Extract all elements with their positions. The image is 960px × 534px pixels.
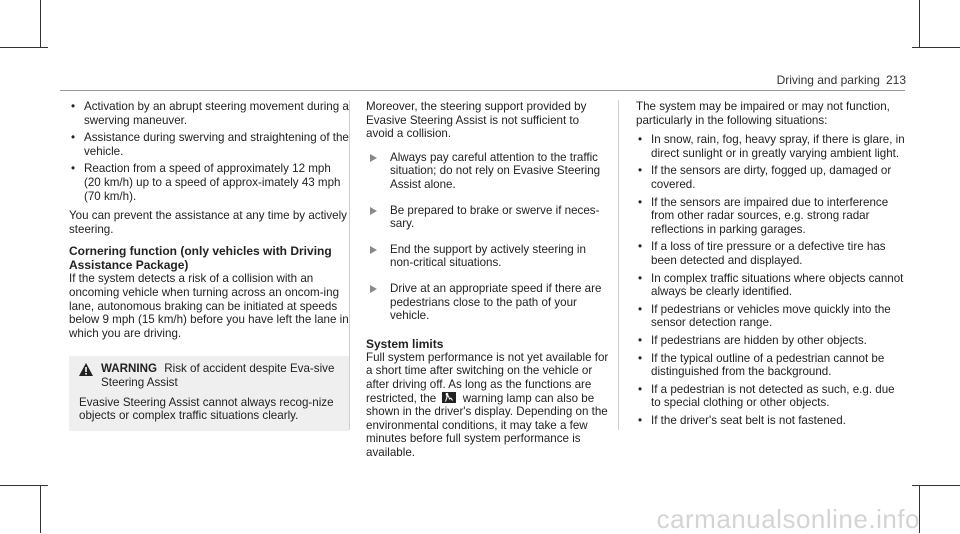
action-item	[366, 151, 610, 192]
list-item: • If the driver's seat belt is not fastened.	[636, 414, 906, 428]
warning-box	[69, 356, 349, 430]
action-text: Always pay careful attention to the traffic situation; do not rely on Evasive Steering Assist alone.	[390, 150, 601, 191]
list-item: • If pedestrians are hidden by other objects.	[636, 334, 906, 348]
page-header	[777, 74, 906, 88]
watermark: carmanualsonline.info	[656, 504, 920, 534]
section-title: Driving and parking	[776, 73, 880, 87]
paragraph-text: Full system performance is not yet available for a short time after switching on the vehicle or after driving off. As long as the functions are restricted, the	[366, 350, 609, 405]
action-arrow-icon	[370, 154, 377, 162]
warning-triangle-icon	[79, 363, 93, 376]
action-text: End the support by actively steering in non-critical situations.	[390, 242, 586, 270]
header-rule	[60, 90, 905, 91]
list-item: • In complex traffic situations where objects cannot always be clearly identified.	[636, 272, 906, 299]
column-left	[69, 100, 349, 431]
action-arrow-icon	[370, 246, 377, 254]
crop-mark	[40, 485, 41, 533]
bullet-list	[636, 133, 906, 427]
paragraph	[366, 351, 610, 460]
crop-mark	[919, 0, 920, 48]
paragraph: Moreover, the steering support provided by Evasive Steering Assist is not sufficient to avoid a collision.	[366, 100, 587, 141]
list-item: • If the typical outline of a pedestrian cannot be distinguished from the background.	[636, 352, 906, 379]
warning-label: WARNING	[101, 362, 158, 376]
list-item: • If a loss of tire pressure or a defective tire has been detected and displayed.	[636, 240, 906, 267]
column-middle	[366, 100, 610, 465]
section-heading: Cornering function (only vehicles with Driving Assistance Package)	[69, 244, 332, 273]
list-item: • In snow, rain, fog, heavy spray, if there is glare, in direct sunlight or in greatly varying ambient light.	[636, 133, 906, 160]
warning-body: Evasive Steering Assist cannot always recog-nize objects or complex traffic situations clearly.	[79, 395, 334, 423]
action-arrow-icon	[370, 207, 377, 215]
list-item: • If a pedestrian is not detected as such, e.g. due to special clothing or other objects.	[636, 383, 906, 410]
paragraph: If the system detects a risk of a collision with an oncoming vehicle when turning across an oncom-ing lane, autonomous braking can be initiated at speeds below 9 mph (15 km/h) before you have left the lane in which you are driving.	[69, 272, 349, 340]
crop-mark	[912, 47, 960, 48]
paragraph: You can prevent the assistance at any time by actively steering.	[69, 209, 347, 236]
column-divider	[349, 100, 350, 430]
action-item	[366, 243, 610, 270]
pedestrian-warning-lamp-icon	[442, 392, 456, 403]
action-text: Be prepared to brake or swerve if neces-sary.	[390, 203, 600, 231]
list-item: • If the sensors are dirty, fogged up, damaged or covered.	[636, 164, 906, 191]
action-arrow-icon	[370, 285, 377, 293]
action-text: Drive at an appropriate speed if there are pedestrians close to the path of your vehicle.	[390, 281, 602, 323]
paragraph: The system may be impaired or may not function, particularly in the following situations:	[636, 100, 890, 127]
list-item: • Assistance during swerving and straightening of the vehicle.	[69, 131, 349, 158]
crop-mark	[912, 485, 960, 486]
crop-mark	[0, 485, 48, 486]
list-item: • If the sensors are impaired due to interference from other radar sources, e.g. strong radar reflections in parking garages.	[636, 196, 906, 237]
action-item	[366, 282, 610, 323]
crop-mark	[0, 47, 48, 48]
list-item: • Activation by an abrupt steering movement during a swerving maneuver.	[69, 100, 349, 127]
bullet-list	[69, 100, 349, 203]
crop-mark	[40, 0, 41, 48]
warning-title: Risk of accident despite Eva-sive Steering Assist	[101, 362, 335, 389]
warning-header	[79, 362, 341, 389]
list-item: • If pedestrians or vehicles move quickly into the sensor detection range.	[636, 303, 906, 330]
action-item	[366, 204, 610, 231]
list-item: • Reaction from a speed of approximately 12 mph (20 km/h) up to a speed of approx-imately 43 mph (70 km/h).	[69, 162, 349, 203]
section-heading: System limits	[366, 336, 444, 351]
page-number: 213	[885, 73, 906, 87]
paragraph-text: warning lamp can also be shown in the driver's display. Depending on the environmental conditions, it may take a few minutes before full system performance is available.	[366, 391, 608, 459]
column-divider	[618, 100, 619, 430]
column-right	[636, 100, 906, 433]
action-list	[366, 151, 610, 323]
